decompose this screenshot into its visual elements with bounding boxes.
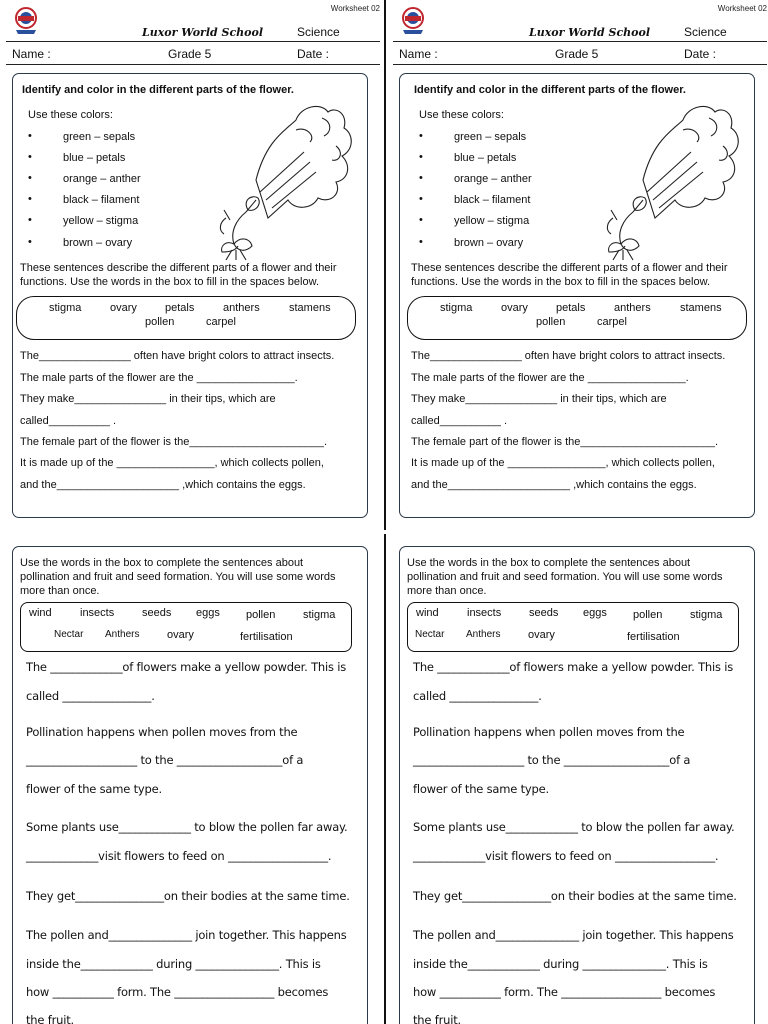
word-item: Anthers <box>466 629 501 640</box>
grade-label: Grade 5 <box>168 47 212 61</box>
word-item: pollen <box>633 609 663 621</box>
fill-sentence: They make_______________ in their tips, which are <box>411 393 667 405</box>
date-label: Date : <box>684 47 717 61</box>
word-item: Anthers <box>105 629 140 640</box>
column-divider-top <box>384 0 386 530</box>
instruction-title: Identify and color in the different parts of the flower. <box>414 84 686 96</box>
date-label: Date : <box>297 47 330 61</box>
word-item: stigma <box>690 609 723 621</box>
bullet-icon: • <box>28 193 32 205</box>
para-line-1: These sentences describe the different parts of a flower and their <box>411 262 728 274</box>
fill-sentence: The _____________of flowers make a yellow powder. This is <box>413 660 734 674</box>
word-item: carpel <box>597 316 627 328</box>
bullet-icon: • <box>419 193 423 205</box>
word-item: petals <box>556 302 586 314</box>
fill-sentence: The female part of the flower is the______________________. <box>411 436 719 448</box>
instruction-title: Identify and color in the different parts of the flower. <box>22 84 294 96</box>
fill-sentence: flower of the same type. <box>26 782 162 796</box>
word-item: anthers <box>223 302 260 314</box>
fill-sentence: The pollen and_______________ join together. This happens <box>26 928 347 942</box>
word-item: fertilisation <box>627 631 680 643</box>
fill-sentence: called ________________. <box>413 689 542 703</box>
bullet-icon: • <box>419 214 423 226</box>
word-item: pollen <box>145 316 175 328</box>
word-item: insects <box>467 607 502 619</box>
word-item: wind <box>416 607 439 619</box>
word-item: stigma <box>49 302 82 314</box>
flower-diagram-icon <box>583 100 753 262</box>
fill-sentence: They make_______________ in their tips, which are <box>20 393 276 405</box>
school-logo-icon <box>12 6 40 36</box>
para-line-2: functions. Use the words in the box to fill in the spaces below. <box>20 276 319 288</box>
fill-sentence: called__________ . <box>20 415 117 427</box>
school-logo-icon <box>399 6 427 36</box>
subject-label: Science <box>684 25 727 39</box>
word-item: fertilisation <box>240 631 293 643</box>
bullet-icon: • <box>419 236 423 248</box>
fill-sentence: It is made up of the ________________, which collects pollen, <box>20 457 324 469</box>
bullet-icon: • <box>419 172 423 184</box>
fill-sentence: The _____________of flowers make a yellow powder. This is <box>26 660 347 674</box>
name-row <box>0 47 384 65</box>
fill-sentence: how ___________ form. The __________________ becomes <box>26 985 329 999</box>
word-item: pollen <box>536 316 566 328</box>
word-item: stigma <box>440 302 473 314</box>
bullet-icon: • <box>28 236 32 248</box>
word-item: petals <box>165 302 195 314</box>
color-item: brown – ovary <box>63 237 133 249</box>
intro-line-2: pollination and fruit and seed formation. You will use some words <box>20 571 336 583</box>
fill-sentence: The_______________ often have bright colors to attract insects. <box>20 350 335 362</box>
word-item: eggs <box>196 607 220 619</box>
color-item: green – sepals <box>454 131 527 143</box>
color-item: green – sepals <box>63 131 136 143</box>
fill-sentence: ____________________ to the ___________________of a <box>413 753 691 767</box>
worksheet-right <box>387 0 768 1024</box>
color-item: blue – petals <box>454 152 517 164</box>
word-item: ovary <box>528 629 555 641</box>
school-name: Luxor World School <box>142 26 264 39</box>
colors-intro: Use these colors: <box>419 109 504 121</box>
bullet-icon: • <box>28 130 32 142</box>
bullet-icon: • <box>28 172 32 184</box>
name-label: Name : <box>399 47 438 61</box>
header-rule-bottom <box>393 64 767 65</box>
flower-diagram-icon <box>196 100 366 262</box>
grade-label: Grade 5 <box>555 47 599 61</box>
fill-sentence: how ___________ form. The __________________ becomes <box>413 985 716 999</box>
word-item: seeds <box>529 607 559 619</box>
word-item: Nectar <box>54 629 84 640</box>
worksheet-number: Worksheet 02 <box>330 4 380 13</box>
fill-sentence: the fruit. <box>413 1013 461 1024</box>
word-item: carpel <box>206 316 236 328</box>
name-label: Name : <box>12 47 51 61</box>
fill-sentence: inside the_____________ during _______________. This is <box>413 957 708 971</box>
colors-intro: Use these colors: <box>28 109 113 121</box>
word-item: stigma <box>303 609 336 621</box>
header-rule-top <box>393 41 767 42</box>
word-item: wind <box>29 607 52 619</box>
fill-sentence: The male parts of the flower are the ________________. <box>20 372 298 384</box>
fill-sentence: Some plants use_____________ to blow the pollen far away. <box>413 820 735 834</box>
fill-sentence: inside the_____________ during _______________. This is <box>26 957 321 971</box>
fill-sentence: It is made up of the ________________, which collects pollen, <box>411 457 715 469</box>
word-item: anthers <box>614 302 651 314</box>
fill-sentence: _____________visit flowers to feed on __________________. <box>413 849 719 863</box>
word-item: Nectar <box>415 629 445 640</box>
color-item: brown – ovary <box>454 237 524 249</box>
fill-sentence: and the____________________ ,which contains the eggs. <box>20 479 306 491</box>
header-rule-top <box>6 41 380 42</box>
color-item: yellow – stigma <box>63 215 139 227</box>
para-line-1: These sentences describe the different parts of a flower and their <box>20 262 337 274</box>
word-item: ovary <box>167 629 194 641</box>
bullet-icon: • <box>28 214 32 226</box>
fill-sentence: the fruit. <box>26 1013 74 1024</box>
column-divider-bottom <box>384 534 386 1024</box>
bullet-icon: • <box>28 151 32 163</box>
color-item: blue – petals <box>63 152 126 164</box>
color-item: black – filament <box>63 194 140 206</box>
word-item: eggs <box>583 607 607 619</box>
word-item: pollen <box>246 609 276 621</box>
name-row <box>387 47 768 65</box>
fill-sentence: _____________visit flowers to feed on __________________. <box>26 849 332 863</box>
color-item: orange – anther <box>454 173 532 185</box>
intro-line-3: more than once. <box>407 585 487 597</box>
color-item: black – filament <box>454 194 531 206</box>
fill-sentence: and the____________________ ,which contains the eggs. <box>411 479 697 491</box>
fill-sentence: ____________________ to the ___________________of a <box>26 753 304 767</box>
fill-sentence: called__________ . <box>411 415 508 427</box>
worksheet-number: Worksheet 02 <box>717 4 767 13</box>
fill-sentence: The pollen and_______________ join together. This happens <box>413 928 734 942</box>
word-item: seeds <box>142 607 172 619</box>
word-item: stamens <box>289 302 331 314</box>
color-item: orange – anther <box>63 173 141 185</box>
subject-label: Science <box>297 25 340 39</box>
fill-sentence: Some plants use_____________ to blow the pollen far away. <box>26 820 348 834</box>
fill-sentence: Pollination happens when pollen moves from the <box>26 725 298 739</box>
word-item: stamens <box>680 302 722 314</box>
intro-line-2: pollination and fruit and seed formation. You will use some words <box>407 571 723 583</box>
fill-sentence: flower of the same type. <box>413 782 549 796</box>
fill-sentence: They get________________on their bodies at the same time. <box>413 889 737 903</box>
bullet-icon: • <box>419 151 423 163</box>
intro-line-1: Use the words in the box to complete the sentences about <box>20 557 304 569</box>
fill-sentence: The_______________ often have bright colors to attract insects. <box>411 350 726 362</box>
intro-line-1: Use the words in the box to complete the sentences about <box>407 557 691 569</box>
fill-sentence: They get________________on their bodies at the same time. <box>26 889 350 903</box>
bullet-icon: • <box>419 130 423 142</box>
fill-sentence: called ________________. <box>26 689 155 703</box>
word-item: ovary <box>501 302 528 314</box>
word-item: insects <box>80 607 115 619</box>
color-item: yellow – stigma <box>454 215 530 227</box>
fill-sentence: The male parts of the flower are the ________________. <box>411 372 689 384</box>
para-line-2: functions. Use the words in the box to fill in the spaces below. <box>411 276 710 288</box>
fill-sentence: The female part of the flower is the______________________. <box>20 436 328 448</box>
fill-sentence: Pollination happens when pollen moves from the <box>413 725 685 739</box>
word-item: ovary <box>110 302 137 314</box>
header-rule-bottom <box>6 64 380 65</box>
school-name: Luxor World School <box>529 26 651 39</box>
intro-line-3: more than once. <box>20 585 100 597</box>
